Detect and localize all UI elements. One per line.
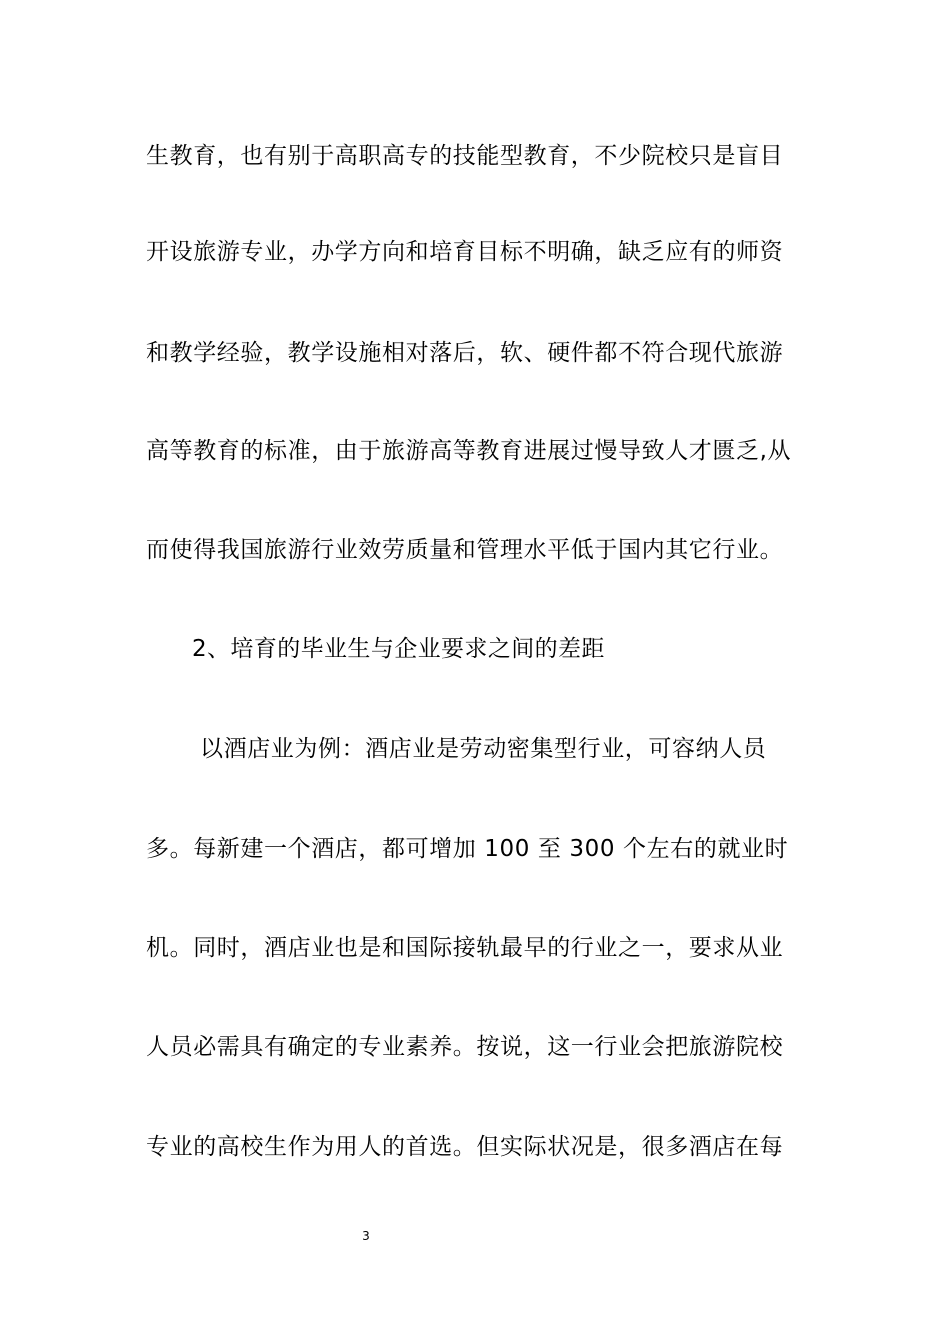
paragraph-line: 人员必需具有确定的专业素养。按说，这一行业会把旅游院校	[146, 1034, 784, 1060]
paragraph-line: 和教学经验，教学设施相对落后，软、硬件都不符合现代旅游	[146, 340, 784, 366]
paragraph-line: 多。每新建一个酒店，都可增加 100 至 300 个左右的就业时	[146, 836, 789, 862]
paragraph-line: 机。同时，酒店业也是和国际接轨最早的行业之一，要求从业	[146, 935, 784, 961]
paragraph-line: 以酒店业为例：酒店业是劳动密集型行业，可容纳人员	[200, 736, 767, 762]
section-heading: 2、培育的毕业生与企业要求之间的差距	[192, 636, 605, 662]
paragraph-line: 开设旅游专业，办学方向和培育目标不明确，缺乏应有的师资	[146, 239, 784, 265]
paragraph-line: 生教育，也有别于高职高专的技能型教育，不少院校只是盲目	[146, 143, 784, 169]
page-number: 3	[362, 1229, 370, 1243]
paragraph-line: 而使得我国旅游行业效劳质量和管理水平低于国内其它行业。	[146, 537, 784, 563]
paragraph-line: 高等教育的标准，由于旅游高等教育进展过慢导致人才匮乏,从	[146, 438, 792, 464]
paragraph-line: 专业的高校生作为用人的首选。但实际状况是，很多酒店在每	[146, 1134, 784, 1160]
